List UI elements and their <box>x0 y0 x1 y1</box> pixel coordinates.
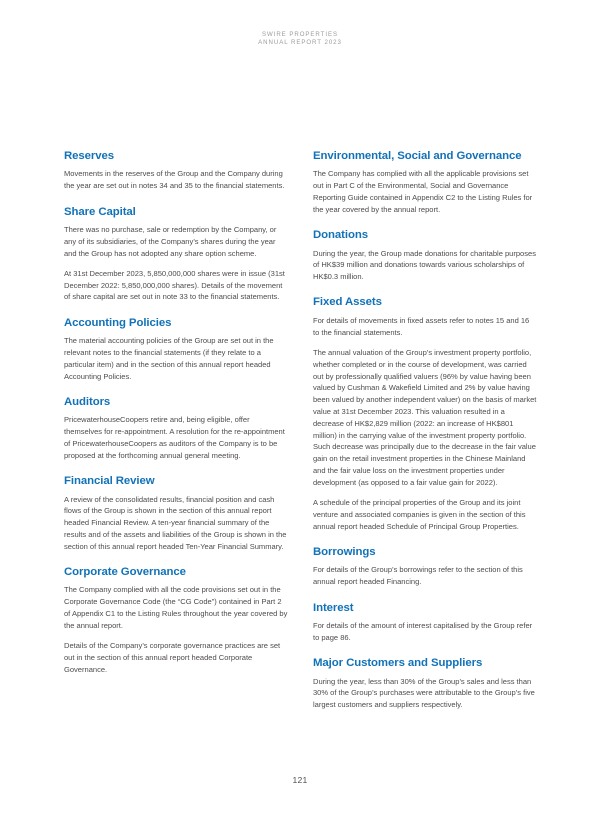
section-paragraph: The Company complied with all the code provisions set out in the Corporate Governance Code (the “CG Code”) contained in Part 2 of Appendix C1 to the Listing Rules throughout the year covered by the annual report. <box>64 585 288 630</box>
content-section <box>64 150 288 192</box>
section-paragraph: Details of the Company’s corporate governance practices are set out in the section of this annual report headed Corporate Governance. <box>64 641 281 674</box>
section-heading: Major Customers and Suppliers <box>313 657 483 670</box>
section-heading: Share Capital <box>64 205 136 218</box>
left-column <box>64 150 288 711</box>
section-paragraph: Movements in the reserves of the Group and the Company during the year are set out in notes 34 and 35 to the financial statements. <box>64 169 285 191</box>
section-heading: Borrowings <box>313 545 376 558</box>
running-header-company: SWIRE PROPERTIES <box>261 31 339 38</box>
section-paragraph: A schedule of the principal properties of the Group and its joint venture and associated companies is given in the section of this annual report headed Schedule of Principal Group Properties. <box>313 498 526 531</box>
section-paragraph: There was no purchase, sale or redemption by the Company, or any of its subsidiaries, of the Company’s shares during the year and the Group has not adopted any share option scheme. <box>64 225 277 258</box>
content-section <box>313 602 537 644</box>
section-heading: Accounting Policies <box>64 316 172 329</box>
section-heading: Donations <box>313 229 368 242</box>
content-section <box>64 566 288 676</box>
section-paragraph: During the year, less than 30% of the Group’s sales and less than 30% of the Group’s purchases were attributable to the Group’s five largest customers and suppliers respectively. <box>313 676 535 710</box>
section-heading: Reserves <box>64 150 115 162</box>
section-paragraph: The annual valuation of the Group’s investment property portfolio, whether completed or in the course of development, was carried out by professionally qualified valuers (96% by value having been valued by Cushman & Wakefield Limited and 2% by value having been valued by another independent valuer) on the basis of market value at 31st December 2023. This valuation resulted in a decrease of HK$2,829 million (2022: an increase of HK$801 million) in the carrying value of the investment property portfolio. Such decrease was principally due to the decrease in the fair value gain on the retail investment properties in the Chinese Mainland and the fair value loss on the investment properties under development (as opposed to a fair value gain for 2022). <box>313 348 537 487</box>
content-section <box>64 206 288 304</box>
section-heading: Corporate Governance <box>64 566 186 578</box>
content-section <box>313 229 537 283</box>
section-paragraph: PricewaterhouseCoopers retire and, being eligible, offer themselves for re-appointment. A resolution for the re-appointment of PricewaterhouseCoopers as auditors of the Company is to be proposed at the forthcoming annual general meeting. <box>64 415 285 460</box>
section-paragraph: For details of movements in fixed assets refer to notes 15 and 16 to the financial statements. <box>313 315 530 337</box>
section-heading: Auditors <box>64 395 111 408</box>
running-header <box>0 31 600 47</box>
section-heading: Interest <box>313 601 354 614</box>
section-paragraph: The Company has complied with all the applicable provisions set out in Part C of the Environmental, Social and Governance Reporting Guide contained in Appendix C2 to the Listing Rules for the year covered by the annual report. <box>313 169 533 214</box>
section-paragraph: A review of the consolidated results, financial position and cash flows of the Group is shown in the section of this annual report headed Financial Review. A ten-year financial summary of the results and of the assets and liabilities of the Group is shown in the section of this annual report headed Ten-Year Financial Summary. <box>64 494 287 551</box>
section-paragraph: At 31st December 2023, 5,850,000,000 shares were in issue (31st December 2022: 5,850,000,000 shares). Details of the movement of share capital are set out in note 33 to the financial statements. <box>64 268 285 302</box>
section-heading: Financial Review <box>64 475 155 488</box>
section-heading: Environmental, Social and Governance <box>313 150 522 162</box>
content-section <box>64 396 288 462</box>
content-section <box>313 657 537 711</box>
two-column-body <box>64 150 537 711</box>
content-section <box>313 546 537 588</box>
section-paragraph: During the year, the Group made donations for charitable purposes of HK$39 million and donations towards various scholarships of HK$0.3 million. <box>313 248 536 282</box>
section-heading: Fixed Assets <box>313 296 382 309</box>
content-section <box>64 317 288 383</box>
section-paragraph: For details of the amount of interest capitalised by the Group refer to page 86. <box>313 620 533 642</box>
section-paragraph: The material accounting policies of the Group are set out in the relevant notes to the financial statements (if they relate to a particular item) and in the section of this annual report headed Accounting Policies. <box>64 336 274 381</box>
content-section <box>313 296 537 532</box>
right-column <box>313 150 537 711</box>
page-number: 121 <box>292 775 308 785</box>
section-paragraph: For details of the Group’s borrowings refer to the section of this annual report headed Financing. <box>313 565 523 587</box>
content-section <box>64 475 288 552</box>
content-section <box>313 150 537 216</box>
running-header-report: ANNUAL REPORT 2023 <box>258 39 342 47</box>
